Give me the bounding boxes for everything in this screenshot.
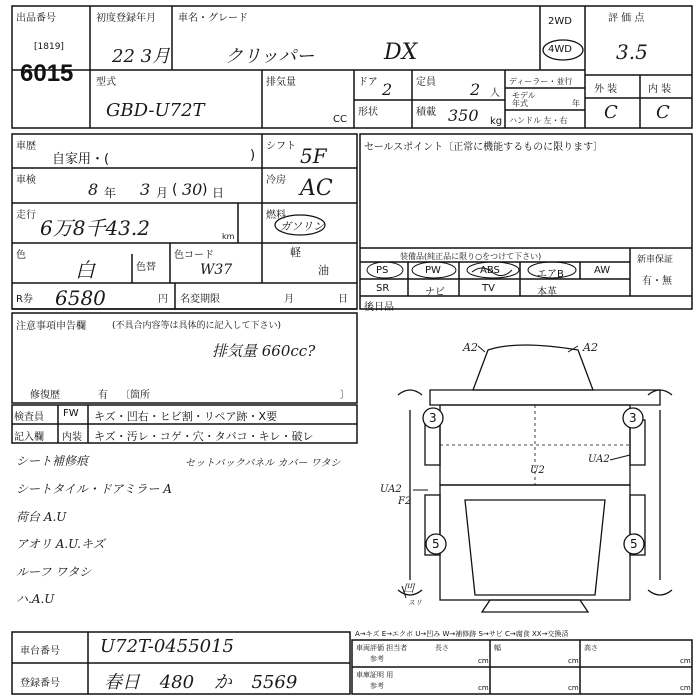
type-label: 型式 [96,77,116,88]
lot-label: 出品番号 [16,13,56,24]
color-label: 色 [16,250,26,261]
reg-label: 登録番号 [20,678,60,689]
fw-label: FW [63,408,79,419]
chassis-value: U72T-0455015 [100,636,235,657]
shape-label: 形状 [358,107,378,118]
comment-3: 荷台 A.U [16,510,67,524]
interior-label: 内 装 [648,84,672,95]
cm-3: cm [680,657,691,665]
exterior-label: 外 装 [594,84,618,95]
after-label: 後日品 [364,302,394,313]
inspection-month: 3 [140,180,151,199]
comment-6: ハ.A.U [16,592,55,606]
comment-2: シートタイル・ドアミラー A [16,482,172,496]
drive-4wd: 4WD [548,44,572,55]
comment-4: アオリ A.U.キズ [16,537,105,551]
cm-6: cm [680,684,691,692]
repair-value: 有 [98,390,108,401]
appraiser-ref: 参考 [370,655,384,663]
ac-value: AC [300,176,333,201]
equip-airbag: エアB [537,269,564,280]
color-value: 白 [75,258,95,282]
notes-label: 注意事項申告欄 [16,321,86,332]
model-label: 車名・グレード [178,13,248,24]
score-label: 評 価 点 [608,13,645,24]
cm-2: cm [568,657,579,665]
history-close: ) [250,148,256,163]
new-car-value: 有・無 [642,276,672,287]
name-change-label: 名変期限 [180,294,220,305]
ac-label: 冷房 [266,175,286,186]
dealer-label: ディーラー・並行 [509,77,573,86]
type-value: GBD-U72T [106,100,205,121]
model-name: クリッパー [225,46,315,67]
cm-5: cm [568,684,579,692]
diag-scratch: スリ [408,599,422,607]
comment-1: シート補修痕 [16,454,89,468]
diag-5-left: 5 [432,537,440,551]
diag-5-right: 5 [630,537,638,551]
fuel-oil: 油 [318,264,329,277]
inspection-day-unit: 日 [212,186,225,200]
equip-aw: AW [594,265,611,276]
equip-ps: PS [376,265,389,276]
notes-hint: (不具合内容等は具体的に記入して下さい) [112,321,282,331]
repair-close: 〕 [340,390,350,401]
capacity-label: 定員 [416,77,436,88]
appraiser-label: 車両評価 担当者 [356,644,408,652]
equipment-label: 装備品(純正品に限り○をつけて下さい) [400,252,542,261]
interior-value: C [656,102,670,123]
equip-navi: ナビ [425,287,445,298]
capacity-unit: 人 [490,88,500,99]
score-value: 3.5 [616,40,648,64]
new-car-label: 新車保証 [637,255,674,265]
door-label: ドア [358,77,378,88]
diag-a2-left: A2 [463,341,478,354]
equip-tv: TV [482,283,495,294]
grade: DX [384,40,418,65]
height-label: 高さ [584,644,598,652]
model-year-unit: 年 [572,99,580,108]
color-code-label: 色コード [174,250,214,261]
recycle-value: 6580 [55,286,106,310]
notes-value: 排気量 660cc? [212,342,316,360]
handle-label: ハンドル 左・右 [509,116,568,125]
first-reg-label: 初度登録年月 [96,13,156,24]
name-change-month: 月 [284,294,294,305]
lot-number: 6015 [20,60,74,87]
exterior-value: C [604,102,618,123]
recycle-unit: 円 [158,294,168,305]
fuel-label: 燃料 [266,210,286,221]
displacement-label: 排気量 [266,77,296,88]
cm-1: cm [478,657,489,665]
diag-ua2-right: UA2 [588,454,610,465]
displacement-unit: CC [333,114,347,125]
equip-abs: ABS [480,265,500,276]
mileage-unit: km [222,232,235,241]
load-value: 350 [448,106,479,125]
diag-legend: A→キズ E→エクボ U→凹み W→補修跡 S→サビ C→腐食 XX→交換済 [355,630,569,638]
inspection-paren-close: ) [202,182,208,198]
drive-2wd: 2WD [548,16,572,27]
load-label: 積載 [416,107,436,118]
mileage-label: 走行 [16,210,36,221]
shift-value: 5F [300,144,327,168]
load-unit: kg [490,116,503,127]
inspection-year-unit: 年 [104,186,117,200]
inspection-paren-open: ( [172,182,178,198]
diag-3-left: 3 [429,411,437,425]
fw-items: キズ・凹右・ヒビ割・リペア跡・X要 [94,410,278,423]
capacity-value: 2 [470,80,481,99]
diag-f2: F2 [398,496,412,507]
in-label: 内装 [62,432,82,443]
in-items: キズ・汚レ・コゲ・穴・タバコ・キレ・破レ [94,430,314,443]
equip-pw: PW [425,265,441,276]
cert-ref: 参考 [370,682,384,690]
lot-sub: [1819] [34,42,64,52]
inspection-label: 車検 [16,175,36,186]
diag-u2: U2 [530,465,545,476]
diag-3-right: 3 [629,411,637,425]
diag-dent: 凹 [403,582,414,595]
chassis-label: 車台番号 [20,646,60,657]
fuel-gas: ガソリン [280,220,324,233]
mileage-value: 6万8千43.2 [40,216,150,240]
inspector-label-1: 検査員 [14,412,44,423]
inspection-month-unit: 月 [156,186,169,200]
diag-a2-right: A2 [583,341,598,354]
width-label: 幅 [494,644,501,652]
reg-value: 春日 480 か 5569 [104,672,298,693]
repair-place: 〔箇所 [120,390,150,401]
shift-label: シフト [266,141,296,152]
model-year-label: モデル 年式 [512,91,536,108]
comment-5: ルーフ ワタシ [16,565,92,579]
name-change-day: 日 [338,294,348,305]
inspection-day: 30 [182,180,203,199]
equip-sr: SR [376,283,390,294]
fuel-light: 軽 [290,246,301,259]
color-code-value: W37 [200,262,233,278]
comment-right: セットバックパネル カバー ワタシ [185,458,341,469]
cm-4: cm [478,684,489,692]
color-change-label: 色替 [136,262,156,273]
inspector-label-2: 記入欄 [14,432,44,443]
length-label: 長さ [435,644,449,652]
repair-label: 修復歴 [30,390,60,401]
recycle-label: R券 [16,294,33,305]
history-value: 自家用・( [52,152,110,167]
equip-leather: 本革 [537,287,557,298]
sales-label: セールスポイント〔正常に機能するものに限ります〕 [364,142,604,153]
cert-label: 車庫証明 用 [356,671,394,679]
first-reg-value: 22 3月 [112,46,171,67]
history-label: 車歴 [16,141,36,152]
diag-ua2-left: UA2 [380,484,402,495]
inspection-year: 8 [88,180,99,199]
door-value: 2 [382,80,393,99]
